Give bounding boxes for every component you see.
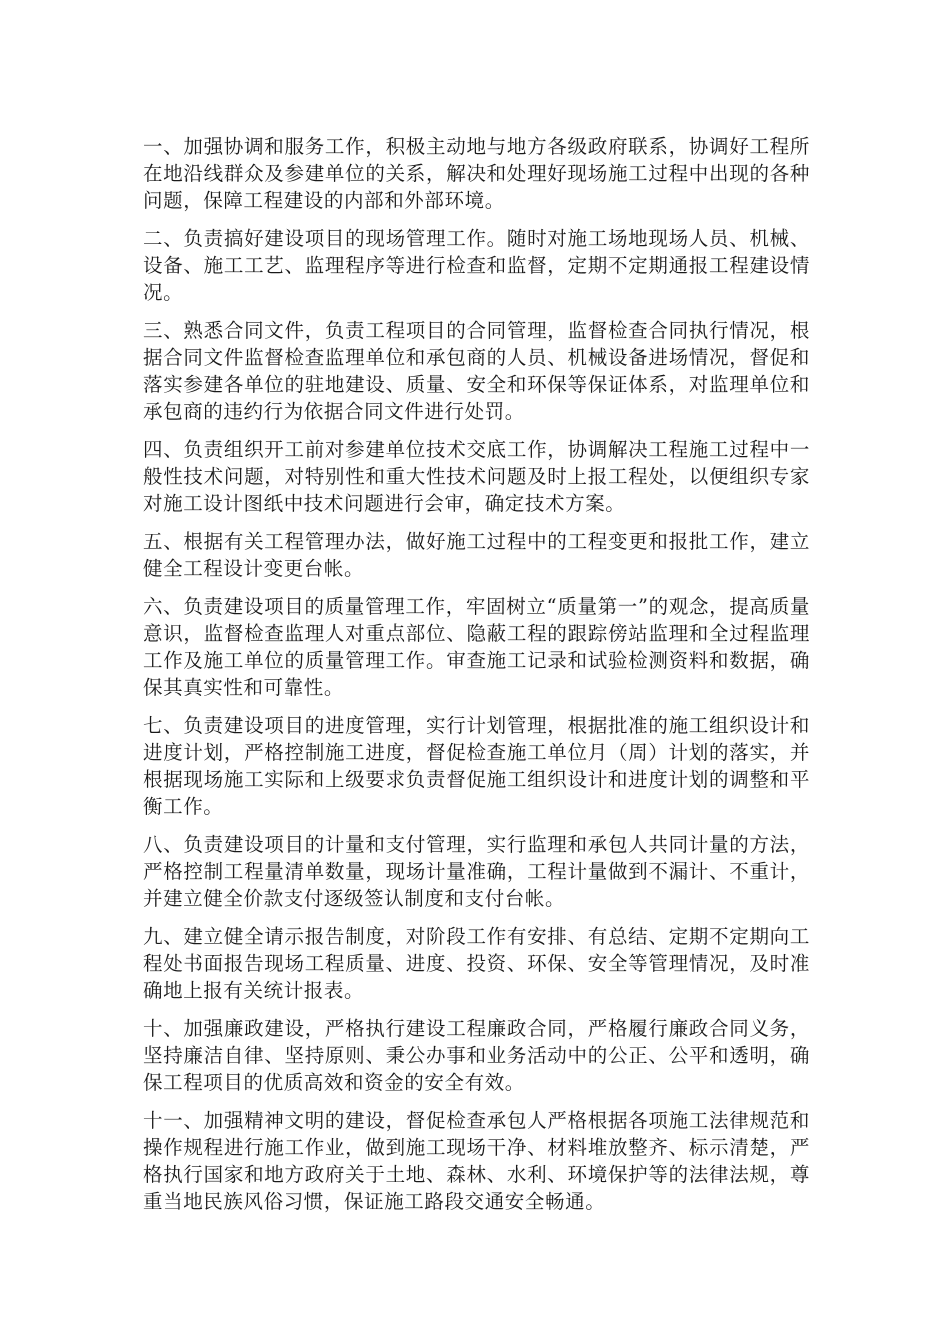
document-body	[143, 133, 810, 1226]
paragraph-7: 七、负责建设项目的进度管理，实行计划管理，根据批准的施工组织设计和进度计划，严格控制施工进度，督促检查施工单位月（周）计划的落实，并根据现场施工实际和上级要求负责督促施工组织设计和进度计划的调整和平衡工作。	[143, 714, 810, 818]
paragraph-8: 八、负责建设项目的计量和支付管理，实行监理和承包人共同计量的方法，严格控制工程量清单数量，现场计量准确，工程计量做到不漏计、不重计，并建立健全价款支付逐级签认制度和支付台帐。	[143, 833, 810, 910]
paragraph-5: 五、根据有关工程管理办法，做好施工过程中的工程变更和报批工作，建立健全工程设计变更台帐。	[143, 530, 810, 580]
paragraph-4: 四、负责组织开工前对参建单位技术交底工作，协调解决工程施工过程中一般性技术问题，对特别性和重大性技术问题及时上报工程处，以便组织专家对施工设计图纸中技术问题进行会审，确定技术方案。	[143, 438, 810, 515]
paragraph-2: 二、负责搞好建设项目的现场管理工作。随时对施工场地现场人员、机械、设备、施工工艺、监理程序等进行检查和监督，定期不定期通报工程建设情况。	[143, 227, 810, 304]
paragraph-10: 十、加强廉政建设，严格执行建设工程廉政合同，严格履行廉政合同义务，坚持廉洁自律、坚持原则、秉公办事和业务活动中的公正、公平和透明，确保工程项目的优质高效和资金的安全有效。	[143, 1017, 810, 1094]
paragraph-11: 十一、加强精神文明的建设，督促检查承包人严格根据各项施工法律规范和操作规程进行施工作业，做到施工现场干净、材料堆放整齐、标示清楚，严格执行国家和地方政府关于土地、森林、水利、环境保护等的法律法规，尊重当地民族风俗习惯，保证施工路段交通安全畅通。	[143, 1109, 810, 1213]
paragraph-3: 三、熟悉合同文件，负责工程项目的合同管理，监督检查合同执行情况，根据合同文件监督检查监理单位和承包商的人员、机械设备进场情况，督促和落实参建各单位的驻地建设、质量、安全和环保等保证体系，对监理单位和承包商的违约行为依据合同文件进行处罚。	[143, 319, 810, 423]
paragraph-1: 一、加强协调和服务工作，积极主动地与地方各级政府联系，协调好工程所在地沿线群众及参建单位的关系，解决和处理好现场施工过程中出现的各种问题，保障工程建设的内部和外部环境。	[143, 135, 810, 212]
paragraph-6: 六、负责建设项目的质量管理工作，牢固树立“质量第一”的观念，提高质量意识，监督检查监理人对重点部位、隐蔽工程的跟踪傍站监理和全过程监理工作及施工单位的质量管理工作。审查施工记录和试验检测资料和数据，确保其真实性和可靠性。	[143, 595, 810, 699]
paragraph-9: 九、建立健全请示报告制度，对阶段工作有安排、有总结、定期不定期向工程处书面报告现场工程质量、进度、投资、环保、安全等管理情况，及时准确地上报有关统计报表。	[143, 925, 810, 1002]
